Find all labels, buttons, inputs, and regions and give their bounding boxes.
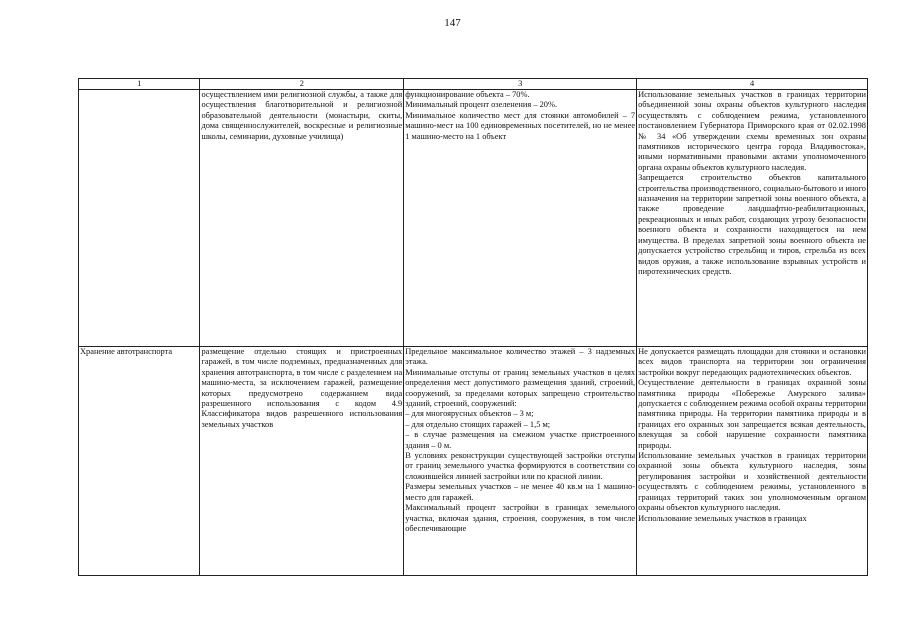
restrictions-cell xyxy=(637,90,868,347)
description-paragraph: размещение отдельно стоящих и пристроенных гаражей, в том числе подземных, предназначенных для хранения автотранспорта, в том числе с разделением на машино-места, за исключением гаражей, размещение которых предусмотрено содержанием вида разрешенного использования с кодом 4.9 Классификатора видов разрешенного использования земельных участков xyxy=(201,347,403,429)
parameter-paragraph: – в случае размещения на смежном участке пристроенного здания – 0 м. xyxy=(405,430,636,450)
parameter-paragraph: Минимальные отступы от границ земельных участков в целях определения мест допустимого размещения зданий, строений, сооружений, за пределами которых запрещено строительство зданий, строений, сооружений: xyxy=(405,367,636,409)
restriction-paragraph: Использование земельных участков в границах xyxy=(638,513,807,523)
parameter-paragraph: В условиях реконструкции существующей застройки отступы от границ земельного участка формируются в соответствии со сложившейся линией застройки или по красной линии. xyxy=(405,451,636,481)
table-header-row xyxy=(79,79,868,90)
use-type-name-cell xyxy=(79,90,200,347)
parameter-paragraph: – для многоярусных объектов – 3 м; xyxy=(405,409,534,419)
parameters-cell xyxy=(404,90,637,347)
use-type-name: Хранение автотранспорта xyxy=(80,347,173,356)
column-header-4: 4 xyxy=(637,79,868,90)
parameter-paragraph: Минимальный процент озеленения – 20%. xyxy=(405,100,558,110)
parameter-paragraph: – для отдельно стоящих гаражей – 1,5 м; xyxy=(405,419,551,429)
parameter-paragraph: функционирование объекта – 70%. xyxy=(405,90,530,99)
parameter-paragraph: Предельное максимальное количество этажей – 3 надземных этажа. xyxy=(405,347,636,367)
restriction-paragraph: Использование земельных участков в границах территории объединенной зоны охраны объектов культурного наследия осуществлять с соблюдением режима, установленного постановлением Губернатора Приморского края от 02.02.1998 № 34 «Об утверждении схемы временных зон охраны памятников исторического центра города Владивостока», иными нормативными правовыми актами уполномоченного органа охраны объектов культурного наследия. xyxy=(638,90,866,172)
restriction-paragraph: Использование земельных участков в границах территории охранной зоны объекта культурного наследия, зоны регулирования застройки и хозяйственной деятельности осуществлять с соблюдением режимы, установленного в границах территорий таких зон уполномоченным органом охраны объектов культурного наследия. xyxy=(638,451,866,513)
use-description-cell xyxy=(200,347,404,576)
parameter-paragraph: Минимальное количество мест для стоянки автомобилей – 7 машино-мест на 100 единовременных посетителей, но не менее 1 машино-место на 1 объект xyxy=(405,110,636,141)
page-number: 147 xyxy=(444,17,461,29)
use-description-cell xyxy=(200,90,404,347)
column-header-1: 1 xyxy=(79,79,200,90)
restriction-paragraph: Осуществление деятельности в границах охранной зоны памятника природы «Побережье Амурского залива» допускается с соблюдением режима особой охраны территории памятника природы. На территории памятника природы и в границах его охранных зон запрещается всякая деятельность, влекущая за собой нарушение сохранности памятника природы. xyxy=(638,378,866,450)
table-row xyxy=(79,90,868,347)
parameter-paragraph: Максимальный процент застройки в границах земельного участка, включая здания, строения, сооружения, в том числе обеспечивающие xyxy=(405,503,636,533)
column-header-3: 3 xyxy=(404,79,637,90)
description-paragraph: осуществлением ими религиозной службы, а также для осуществления благотворительной и религиозной образовательной деятельности (монастыри, скиты, дома священнослужителей, воскресные и религиозные школы, семинарии, духовные училища) xyxy=(201,90,403,141)
parameter-paragraph: Размеры земельных участков – не менее 40 кв.м на 1 машино-место для гаражей. xyxy=(405,482,636,502)
restrictions-cell xyxy=(637,347,868,576)
column-header-2: 2 xyxy=(200,79,404,90)
parameters-cell xyxy=(404,347,637,576)
use-type-name-cell xyxy=(79,347,200,576)
table-row xyxy=(79,347,868,576)
regulations-table xyxy=(78,78,868,576)
restriction-paragraph: Не допускается размещать площадки для стоянки и остановки всех видов транспорта на территории зон ограничения застройки вокруг передающих радиотехнических объектов. xyxy=(638,347,866,377)
restriction-paragraph: Запрещается строительство объектов капитального строительства производственного, социально-бытового и иного назначения на территории запретной зоны военного объекта, а также проведение ландшафтно-реабилитационных, рекреационных и иных работ, создающих угрозу безопасности военного объекта и сохранности находящегося на нем имущества. В пределах запретной зоны военного объекта не допускается устройство стрельбищ и тиров, стрельба из всех видов оружия, а также использование взрывных устройств и пиротехнических средств. xyxy=(638,173,866,276)
